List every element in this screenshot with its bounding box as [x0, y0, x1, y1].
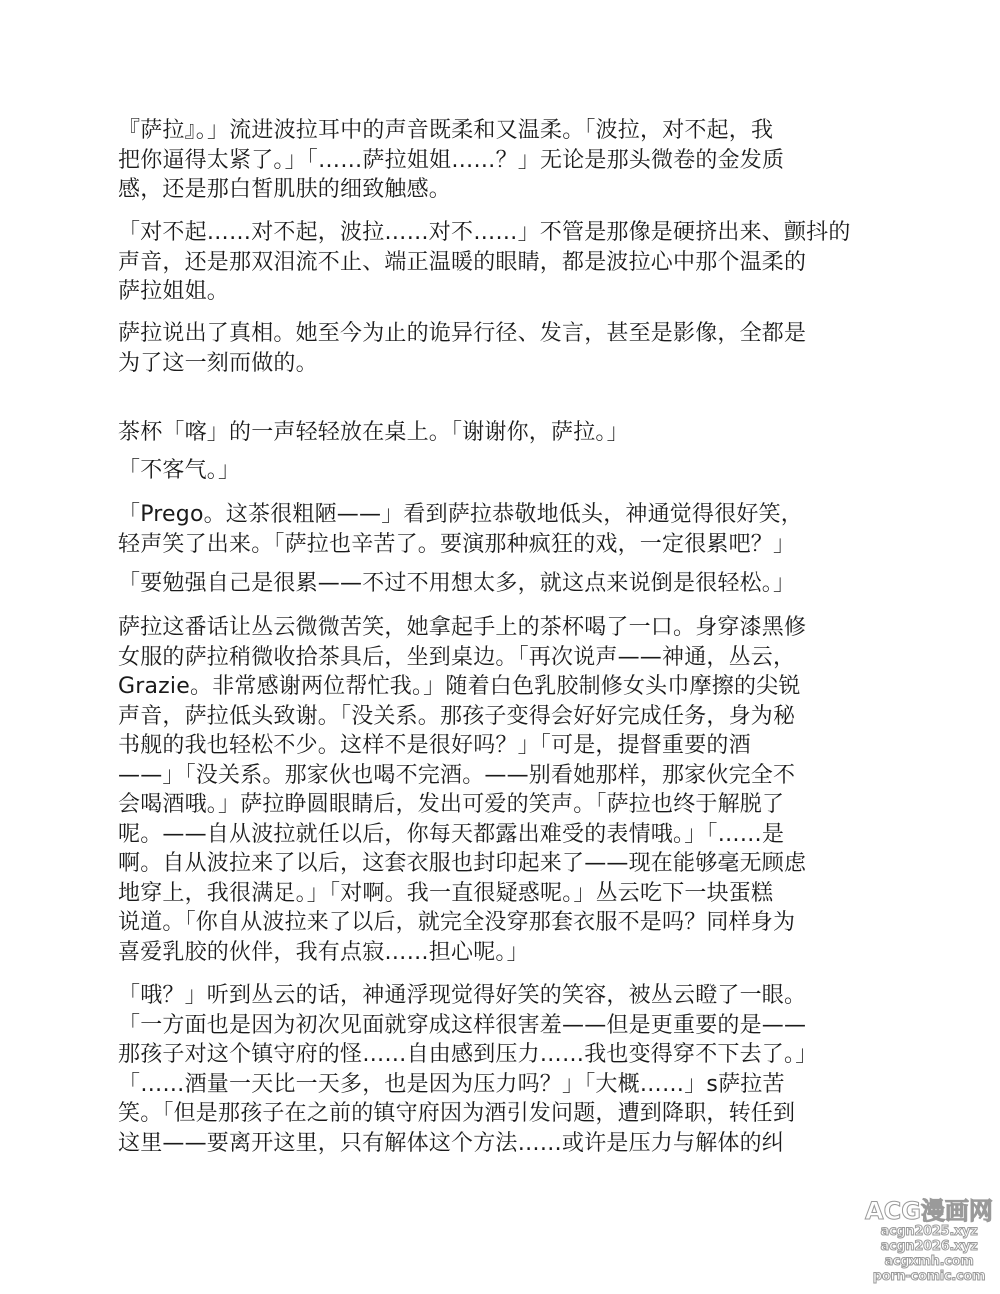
paragraph-3: [118, 319, 898, 378]
text-line: 把你逼得太紧了。」「……萨拉姐姐……？」无论是那头微卷的金发质: [118, 147, 785, 173]
text-line: 为了这一刻而做的。: [118, 350, 318, 376]
text-line: 萨拉说出了真相。她至今为止的诡异行径、发言，甚至是影像，全都是: [118, 321, 807, 346]
paragraph-8: [118, 613, 898, 967]
text-line: 「一方面也是因为初次见面就穿成这样很害羞——但是更重要的是——: [118, 1012, 807, 1038]
text-line: 『萨拉』。」流进波拉耳中的声音既柔和又温柔。「波拉，对不起，我: [118, 118, 774, 143]
paragraph-6: [118, 500, 898, 559]
text-line: 感，还是那白皙肌肤的细致触感。: [118, 177, 452, 202]
text-line: 声音，萨拉低头致谢。「没关系。那孩子变得会好好完成任务，身为秘: [118, 703, 796, 729]
watermark-line: acgn2025.xyz: [880, 1224, 978, 1239]
watermark-title: ACG漫画网: [865, 1197, 993, 1225]
text-line: 「要勉强自己是很累——不过不用想太多，就这点来说倒是很轻松。」: [118, 571, 796, 596]
text-line: Grazie。非常感谢两位帮忙我。」随着白色乳胶制修女头巾摩擦的尖锐: [118, 674, 801, 699]
text-line: 茶杯「喀」的一声轻轻放在桌上。「谢谢你，萨拉。」: [118, 420, 629, 445]
text-line: 说道。「你自从波拉来了以后，就完全没穿那套衣服不是吗？同样身为: [118, 910, 796, 935]
paragraph-5: [118, 456, 898, 486]
text-line: 啊。自从波拉来了以后，这套衣服也封印起来了——现在能够毫无顾虑: [118, 851, 807, 876]
paragraph-7: [118, 569, 898, 599]
text-line: 喜爱乳胶的伙伴，我有点寂……担心呢。」: [118, 939, 529, 965]
watermark-line: acgn2026.xyz: [880, 1239, 978, 1254]
text-line: 轻声笑了出来。「萨拉也辛苦了。要演那种疯狂的戏，一定很累吧？」: [118, 531, 796, 557]
text-line: 笑。「但是那孩子在之前的镇守府因为酒引发问题，遭到降职，转任到: [118, 1101, 796, 1126]
text-line: 「不客气。」: [118, 458, 241, 483]
text-line: 萨拉姐姐。: [118, 279, 230, 304]
watermark-line: acgxmh.com: [884, 1254, 974, 1269]
text-line: 声音，还是那双泪流不止、端正温暖的眼睛，都是波拉心中那个温柔的: [118, 249, 807, 275]
text-line: 「……酒量一天比一天多，也是因为压力吗？」「大概……」s萨拉苦: [118, 1071, 785, 1097]
text-line: ——」「没关系。那家伙也喝不完酒。——别看她那样，那家伙完全不: [118, 762, 796, 788]
text-line: 「对不起……对不起，波拉……对不……」不管是那像是硬挤出来、颤抖的: [118, 220, 851, 245]
text-line: 「Prego。这茶很粗陋——」看到萨拉恭敬地低头，神通觉得很好笑，: [118, 502, 804, 527]
text-line: 这里——要离开这里，只有解体这个方法……或许是压力与解体的纠: [118, 1130, 785, 1156]
paragraph-1: [118, 116, 898, 205]
text-line: 会喝酒哦。」萨拉睁圆眼睛后，发出可爱的笑声。「萨拉也终于解脱了: [118, 792, 785, 817]
paragraph-9: [118, 981, 898, 1158]
text-line: 萨拉这番话让丛云微微苦笑，她拿起手上的茶杯喝了一口。身穿漆黑修: [118, 615, 807, 640]
text-line: 地穿上，我很满足。」「对啊。我一直很疑惑呢。」丛云吃下一块蛋糕: [118, 880, 774, 906]
watermark-line: porn-comic.com: [872, 1269, 986, 1284]
text-line: 「哦？」听到丛云的话，神通浮现觉得好笑的笑容，被丛云瞪了一眼。: [118, 983, 807, 1008]
paragraph-4: [118, 418, 898, 448]
text-line: 女服的萨拉稍微收拾茶具后，坐到桌边。「再次说声——神通，丛云，: [118, 644, 796, 670]
text-line: 那孩子对这个镇守府的怪……自由感到压力……我也变得穿不下去了。」: [118, 1042, 818, 1067]
text-line: 呢。——自从波拉就任以后，你每天都露出难受的表情哦。」「……是: [118, 821, 785, 847]
text-line: 书舰的我也轻松不少。这样不是很好吗？」「可是，提督重要的酒: [118, 733, 751, 758]
watermark: [862, 1198, 996, 1284]
paragraph-2: [118, 218, 898, 307]
